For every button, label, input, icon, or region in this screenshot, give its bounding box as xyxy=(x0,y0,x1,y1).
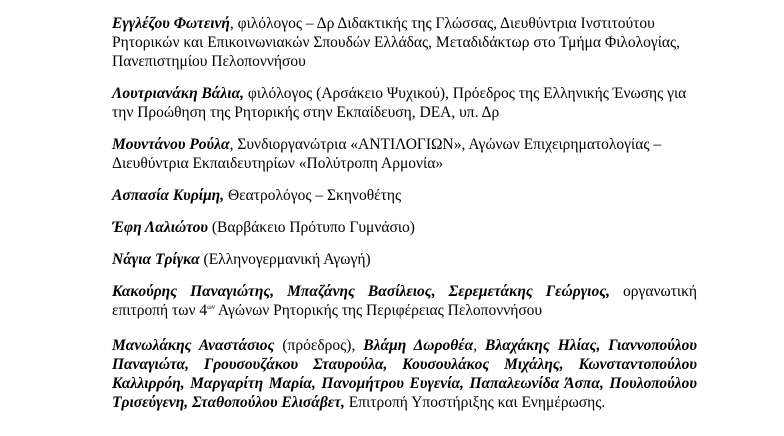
entry-organizing-committee xyxy=(112,282,697,320)
entry-kyrimi xyxy=(112,186,697,205)
person-description: , Συνδιοργανώτρια «ΑΝΤΙΛΟΓΙΩΝ», Αγώνων Επιχειρηματολογίας – Διευθύντρια Εκπαιδευτηρίων «Πολύτροπη Αρμονία» xyxy=(112,136,662,172)
committee-description: οργανωτική επιτροπή των 4 xyxy=(112,283,698,319)
person-description: (Βαρβάκειο Πρότυπο Γυμνάσιο) xyxy=(208,219,415,236)
member-names: Βλαχάκης Ηλίας, Γιαννοπούλου Παναγιώτα, Γρουσουζάκου Σταυρούλα, Κουσουλάκος Μιχάλης, Κωνσταντοπούλου Καλλιρρόη, Μαργαρίτη Μαρία, Πανομήτρου Ευγενία, Παπαλεωνίδα Άσπα, Πουλοπούλου Τρισεύγενη, Σταθοπούλου Ελισάβετ, xyxy=(112,337,698,411)
person-description: , φιλόλογος – Δρ Διδακτικής της Γλώσσας, Διευθύντρια Ινστιτούτου Ρητορικών και Επικοινωνιακών Σπουδών Ελλάδας, Μεταδιδάκτωρ στο Τμήμα Φιλολογίας, Πανεπιστημίου Πελοποννήσου xyxy=(112,15,681,70)
document-page xyxy=(112,14,697,426)
person-description: φιλόλογος (Αρσάκειο Ψυχικού), Πρόεδρος της Ελληνικής Ένωσης για την Προώθηση της Ρητορικής στην Εκπαίδευση, DEA, υπ. Δρ xyxy=(112,85,687,121)
person-name: Έφη Λαλιώτου xyxy=(112,219,209,236)
person-name: Ασπασία Κυρίμη, xyxy=(112,187,225,204)
committee-description-end: Αγώνων Ρητορικής της Περιφέρειας Πελοποννήσου xyxy=(214,302,543,319)
separator: , xyxy=(473,337,486,354)
member-name: Βλάμη Δωροθέα xyxy=(363,337,474,354)
person-name: Νάγια Τρίγκα xyxy=(112,251,200,268)
person-description: (Ελληνογερμανική Αγωγή) xyxy=(199,251,371,268)
person-description: Θεατρολόγος – Σκηνοθέτης xyxy=(224,187,402,204)
committee-names: Κακούρης Παναγιώτης, Μπαζάνης Βασίλειος, Σερεμετάκης Γεώργιος, xyxy=(112,283,610,300)
person-name: Μουντάνου Ρούλα xyxy=(112,136,230,153)
entry-laliotou xyxy=(112,218,697,237)
chair-role: (πρόεδρος), xyxy=(274,337,364,354)
person-name: Εγγλέζου Φωτεινή xyxy=(112,15,230,32)
committee-role: Επιτροπή Υποστήριξης και Ενημέρωσης. xyxy=(344,394,606,411)
person-name: Λουτριανάκη Βάλια, xyxy=(112,85,245,102)
entry-englezou xyxy=(112,14,697,71)
entry-loutrianaki xyxy=(112,84,697,122)
chair-name: Μανωλάκης Αναστάσιος xyxy=(112,337,275,354)
entry-mountanou xyxy=(112,135,697,173)
entry-trigka xyxy=(112,250,697,269)
ordinal-superscript: ων xyxy=(207,302,215,311)
entry-support-committee xyxy=(112,336,697,412)
